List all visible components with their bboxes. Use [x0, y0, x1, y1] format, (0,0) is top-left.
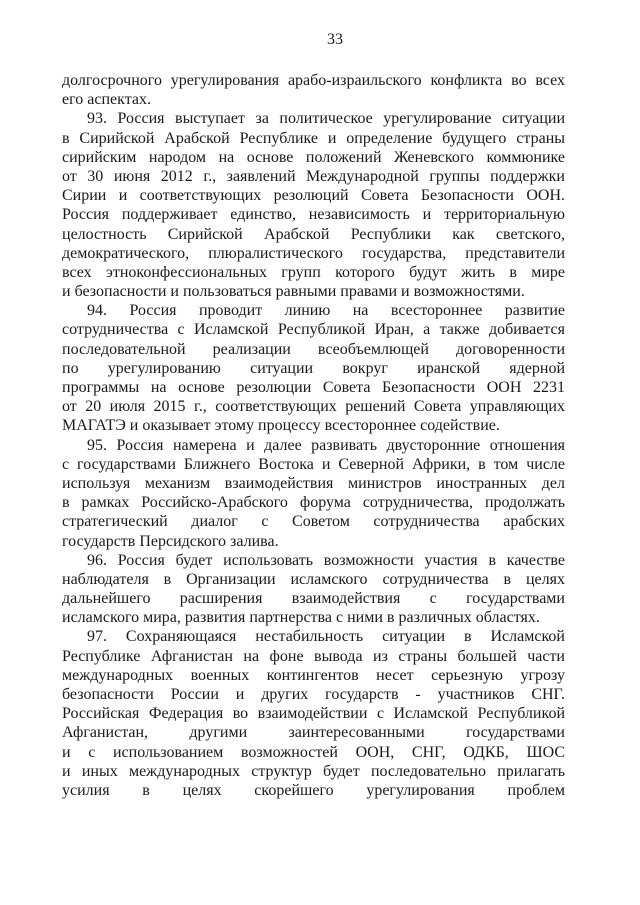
text-line: Российская Федерация во взаимодействии с Исламской Республикой — [62, 705, 565, 723]
text-line: от 30 июня 2012 г., заявлений Международной группы поддержки — [62, 167, 565, 185]
text-line: сотрудничества с Исламской Республикой Иран, а также добивается — [62, 321, 565, 339]
text-line: 97. Сохраняющаяся нестабильность ситуации в Исламской — [87, 628, 565, 646]
text-line: дальнейшего расширения взаимодействия с государствами — [62, 590, 565, 608]
text-line: его аспектах. — [62, 91, 151, 109]
text-line: безопасности России и других государств - участников СНГ. — [62, 686, 565, 703]
text-line: программы на основе резолюции Совета Безопасности ООН 2231 — [62, 379, 565, 396]
page-number: 33 — [327, 31, 343, 48]
text-line: целостность Сирийской Арабской Республики как светского, — [62, 225, 565, 243]
text-line: всех этноконфессиональных групп которого будут жить в мире — [62, 263, 565, 281]
text-line: сирийским народом на основе положений Женевского коммюнике — [62, 148, 565, 166]
text-line: Россия поддерживает единство, независимость и территориальную — [62, 206, 565, 224]
text-line: последовательной реализации всеобъемлющей договоренности — [62, 340, 565, 358]
page-text — [62, 71, 565, 800]
text-line: по урегулированию ситуации вокруг иранской ядерной — [62, 359, 565, 377]
text-line: наблюдателя в Организации исламского сотрудничества в целях — [62, 570, 565, 588]
text-line: в Сирийской Арабской Республике и определение будущего страны — [62, 129, 565, 147]
text-line: государств Персидского залива. — [62, 532, 279, 550]
text-line: от 20 июля 2015 г., соответствующих решений Совета управляющих — [62, 398, 565, 416]
text-line: 95. Россия намерена и далее развивать двусторонние отношения — [87, 436, 565, 454]
paragraph-97 — [62, 627, 565, 800]
text-line: Республике Афганистан на фоне вывода из страны большей части — [62, 647, 565, 665]
text-line: долгосрочного урегулирования арабо-израильского конфликта во всех — [62, 72, 565, 89]
text-line: используя механизм взаимодействия министров иностранных дел — [62, 474, 565, 492]
paragraph-93 — [62, 109, 565, 301]
text-line: Афганистан, другими заинтересованными государствами — [62, 724, 565, 742]
text-line: международных военных контингентов несет серьезную угрозу — [62, 666, 565, 684]
text-line: в рамках Российско-Арабского форума сотрудничества, продолжать — [62, 494, 565, 512]
text-line: 96. Россия будет использовать возможности участия в качестве — [87, 551, 565, 569]
text-line: Сирии и соответствующих резолюций Совета Безопасности ООН. — [62, 187, 565, 205]
text-line: исламского мира, развития партнерства с ними в различных областях. — [62, 609, 540, 627]
paragraph-94 — [62, 301, 565, 435]
text-line: и безопасности и пользоваться равными правами и возможностями. — [62, 283, 525, 301]
text-line: и иных международных структур будет последовательно прилагать — [62, 762, 565, 780]
paragraph-95 — [62, 436, 565, 551]
text-line: стратегический диалог с Советом сотрудничества арабских — [62, 513, 565, 531]
text-line: с государствами Ближнего Востока и Северной Африки, в том числе — [62, 455, 565, 473]
text-line: демократического, плюралистического государства, представители — [62, 244, 565, 262]
text-line: усилия в целях скорейшего урегулирования проблем — [62, 781, 565, 799]
text-line: и с использованием возможностей ООН, СНГ, ОДКБ, ШОС — [62, 743, 565, 761]
text-line: МАГАТЭ и оказывает этому процессу всестороннее содействие. — [62, 417, 500, 435]
paragraph-96 — [62, 551, 565, 628]
text-line: 94. Россия проводит линию на всестороннее развитие — [87, 302, 565, 320]
paragraph-continuation — [62, 71, 565, 109]
text-line: 93. Россия выступает за политическое урегулирование ситуации — [87, 110, 565, 128]
